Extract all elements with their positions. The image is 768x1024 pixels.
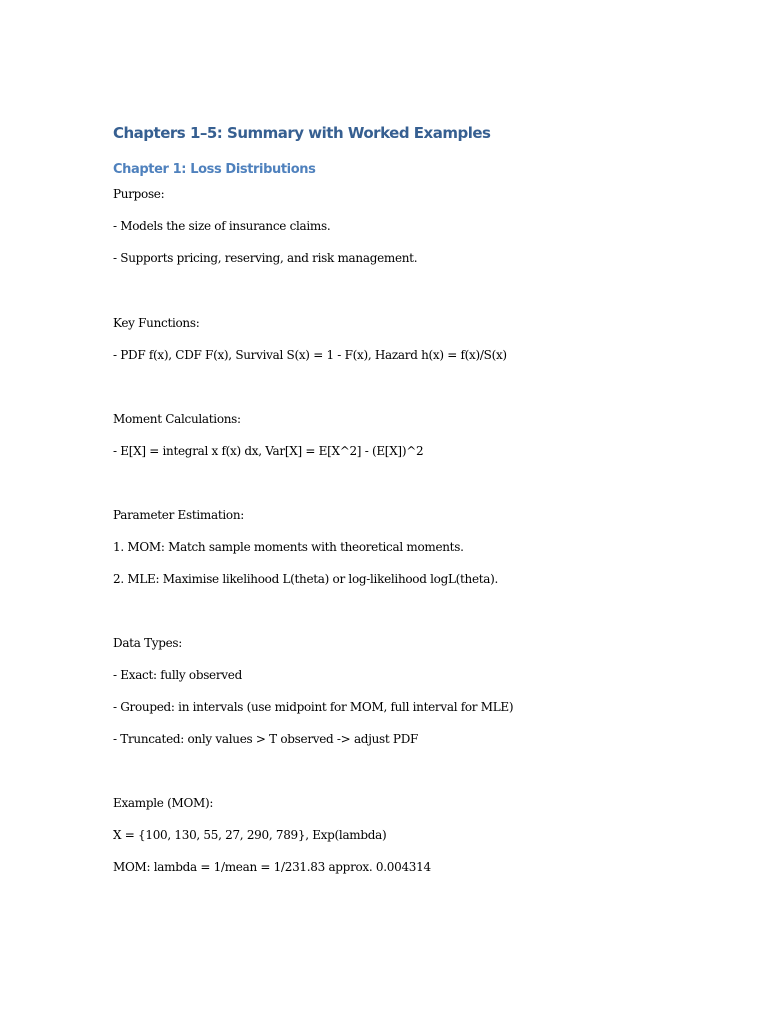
section-label-key-functions: Key Functions: — [113, 316, 200, 330]
section-label-parameter-estimation: Parameter Estimation: — [113, 508, 245, 522]
bullet-line: - Supports pricing, reserving, and risk management. — [113, 251, 418, 265]
bullet-line: - Exact: fully observed — [113, 668, 242, 682]
numbered-line: 2. MLE: Maximise likelihood L(theta) or log-likelihood logL(theta). — [113, 572, 499, 586]
example-line: X = {100, 130, 55, 27, 290, 789}, Exp(lambda) — [113, 828, 387, 842]
section-label-data-types: Data Types: — [113, 636, 183, 650]
section-label-moment-calculations: Moment Calculations: — [113, 412, 241, 426]
section-label-purpose: Purpose: — [113, 187, 165, 201]
example-line: MOM: lambda = 1/mean = 1/231.83 approx. 0.004314 — [113, 860, 431, 874]
section-label-example-mom: Example (MOM): — [113, 796, 214, 810]
chapter-heading: Chapter 1: Loss Distributions — [113, 162, 316, 177]
document-title: Chapters 1–5: Summary with Worked Examples — [113, 124, 491, 142]
bullet-line: - Grouped: in intervals (use midpoint for MOM, full interval for MLE) — [113, 700, 514, 714]
bullet-line: - PDF f(x), CDF F(x), Survival S(x) = 1 - F(x), Hazard h(x) = f(x)/S(x) — [113, 348, 507, 362]
bullet-line: - Truncated: only values > T observed -> adjust PDF — [113, 732, 419, 746]
bullet-line: - E[X] = integral x f(x) dx, Var[X] = E[X^2] - (E[X])^2 — [113, 444, 424, 458]
numbered-line: 1. MOM: Match sample moments with theoretical moments. — [113, 540, 464, 554]
bullet-line: - Models the size of insurance claims. — [113, 219, 331, 233]
